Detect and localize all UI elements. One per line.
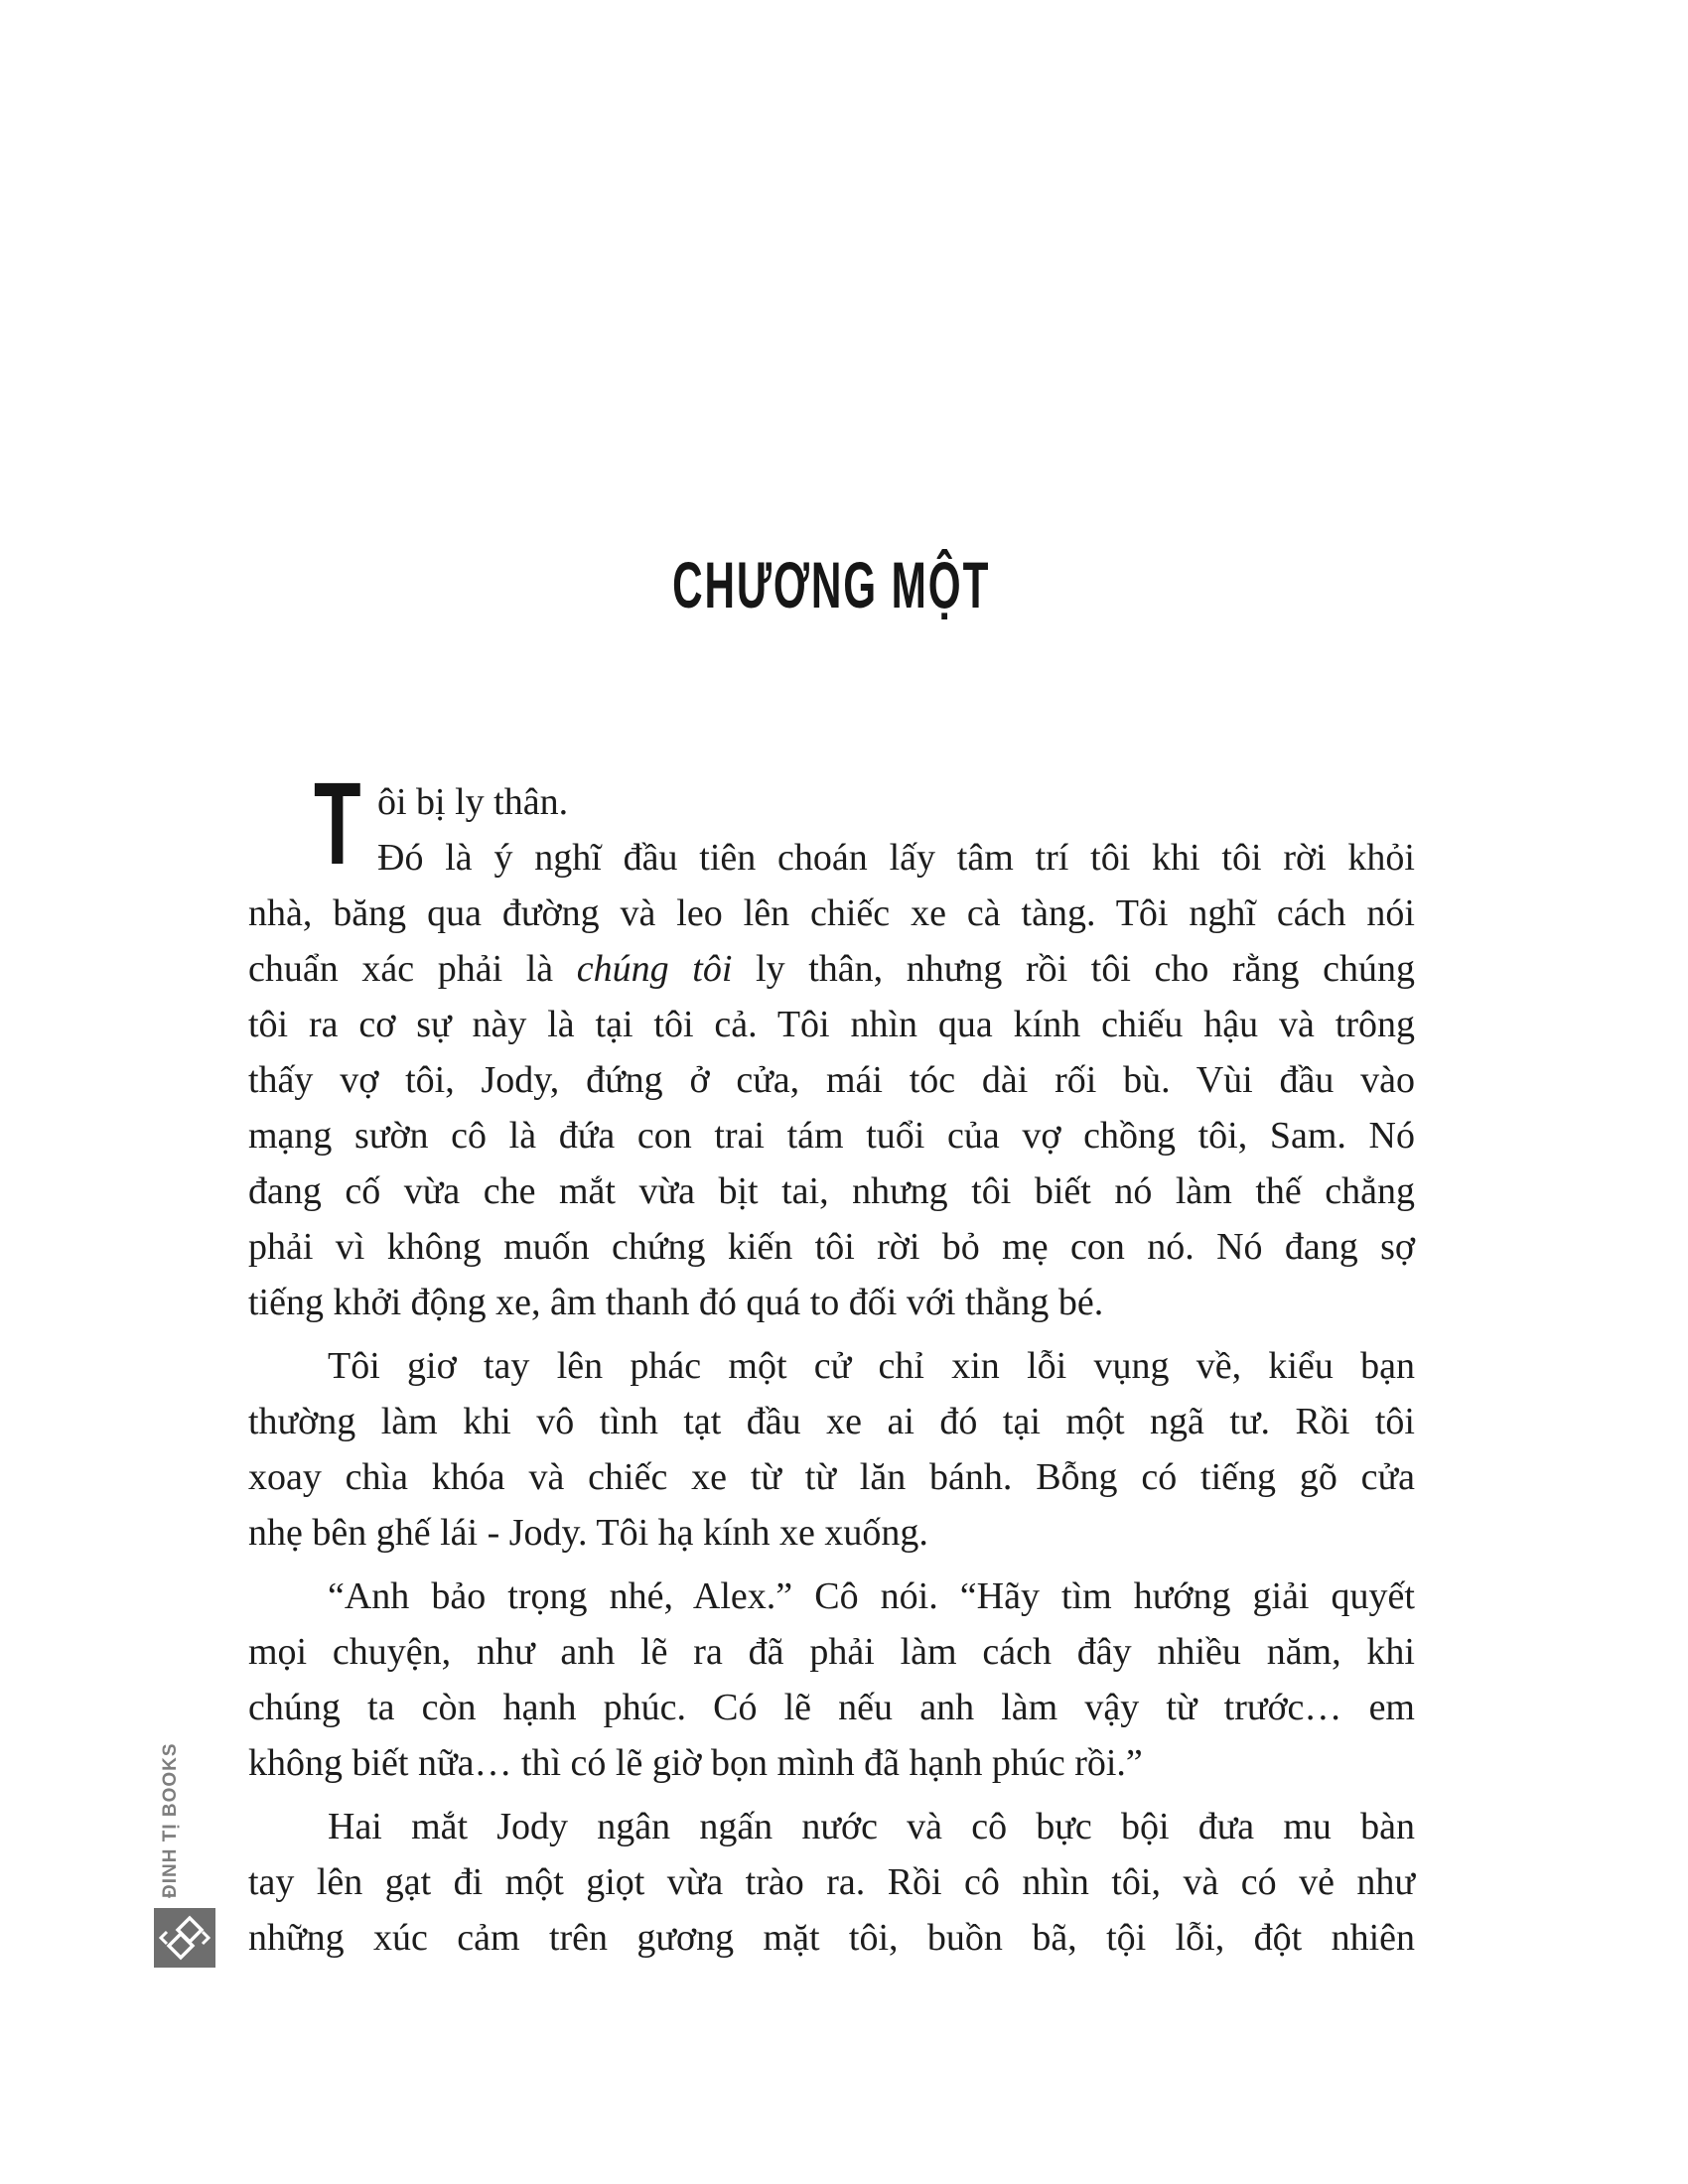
- body-text: [248, 758, 1416, 1966]
- text-line: ôi bị ly thân.: [377, 781, 569, 823]
- text-line: chuẩn xác phải là chúng tôi ly thân, nhưng rồi tôi cho rằng chúng: [248, 948, 1416, 990]
- paragraph: [248, 1799, 1415, 1966]
- drop-cap: T: [314, 758, 361, 889]
- text-line: phải vì không muốn chứng kiến tôi rời bỏ mẹ con nó. Nó đang sợ: [248, 1226, 1415, 1268]
- text-line: đang cố vừa che mắt vừa bịt tai, nhưng tôi biết nó làm thế chẳng: [248, 1170, 1415, 1212]
- text-line: xoay chìa khóa và chiếc xe từ từ lăn bánh. Bỗng có tiếng gõ cửa: [248, 1456, 1415, 1498]
- text-line: thấy vợ tôi, Jody, đứng ở cửa, mái tóc dài rối bù. Vùi đầu vào: [248, 1059, 1415, 1101]
- text-line: tiếng khởi động xe, âm thanh đó quá to đối với thằng bé.: [248, 1282, 1104, 1323]
- text-line: mạng sườn cô là đứa con trai tám tuổi của vợ chồng tôi, Sam. Nó: [248, 1115, 1415, 1157]
- text-line: tay lên gạt đi một giọt vừa trào ra. Rồi cô nhìn tôi, và có vẻ như: [248, 1861, 1415, 1903]
- paragraph: [248, 1338, 1415, 1561]
- publisher-logo-icon: [154, 1908, 215, 1968]
- text-line: nhà, băng qua đường và leo lên chiếc xe cà tàng. Tôi nghĩ cách nói: [248, 892, 1415, 934]
- paragraph: [248, 830, 1415, 1330]
- text-line: thường làm khi vô tình tạt đầu xe ai đó tại một ngã tư. Rồi tôi: [248, 1401, 1415, 1442]
- text-line: Đó là ý nghĩ đầu tiên choán lấy tâm trí tôi khi tôi rời khỏi: [377, 837, 1415, 879]
- text-line: tôi ra cơ sự này là tại tôi cả. Tôi nhìn qua kính chiếu hậu và trông: [248, 1004, 1415, 1045]
- chapter-title: [248, 550, 1415, 619]
- publisher-mark: ĐINH TỊ BOOKS: [160, 1742, 181, 1898]
- text-line: không biết nữa… thì có lẽ giờ bọn mình đã hạnh phúc rồi.”: [248, 1742, 1143, 1784]
- text-line: những xúc cảm trên gương mặt tôi, buồn bã, tội lỗi, đột nhiên: [248, 1917, 1415, 1959]
- text-line: nhẹ bên ghế lái - Jody. Tôi hạ kính xe xuống.: [248, 1512, 928, 1554]
- chapter-title-text: CHƯƠNG MỘT: [672, 548, 991, 621]
- paragraph: [248, 1569, 1415, 1791]
- text-line: Hai mắt Jody ngân ngấn nước và cô bực bội đưa mu bàn: [328, 1806, 1415, 1847]
- text-line: “Anh bảo trọng nhé, Alex.” Cô nói. “Hãy tìm hướng giải quyết: [328, 1575, 1415, 1617]
- text-line: chúng ta còn hạnh phúc. Có lẽ nếu anh làm vậy từ trước… em: [248, 1687, 1415, 1728]
- text-line: Tôi giơ tay lên phác một cử chỉ xin lỗi vụng về, kiểu bạn: [328, 1345, 1415, 1387]
- text-line: mọi chuyện, như anh lẽ ra đã phải làm cách đây nhiều năm, khi: [248, 1631, 1415, 1673]
